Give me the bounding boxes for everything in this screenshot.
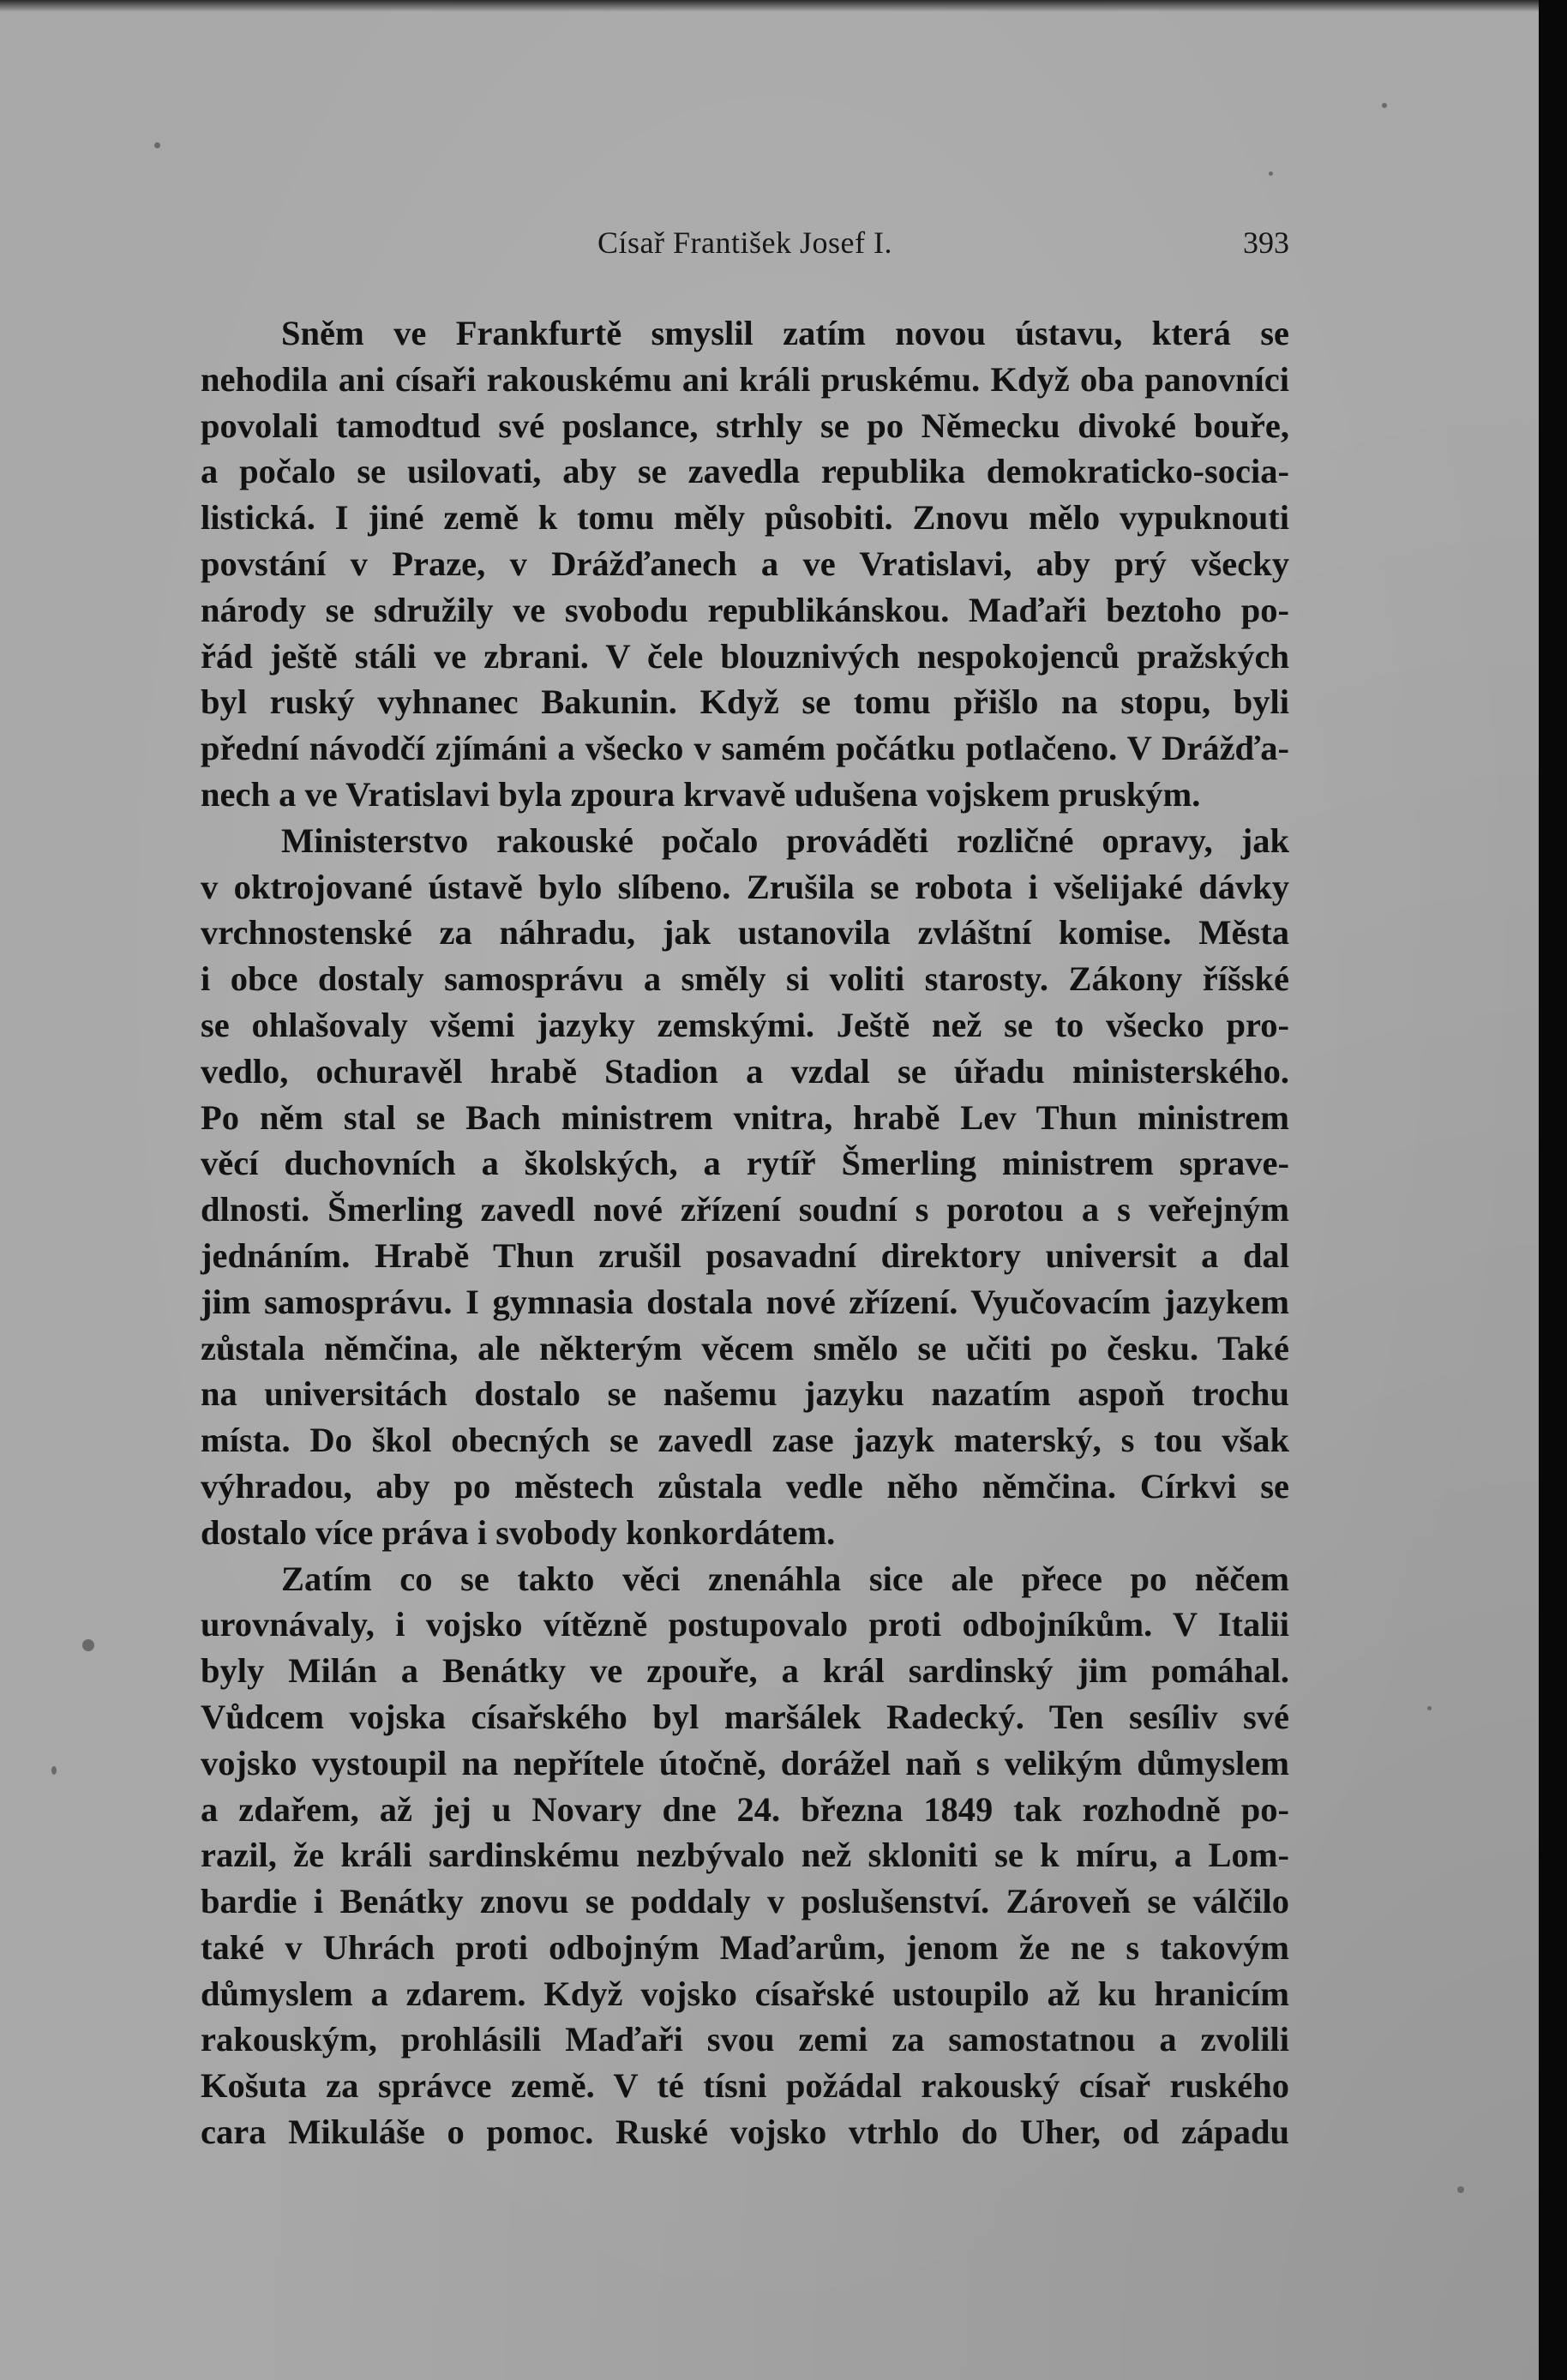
text-line: jednáním. Hrabě Thun zrušil posavadní direktory universit a dal (201, 1235, 1289, 1275)
paper-speck (82, 1639, 94, 1651)
text-line: a počalo se usilovati, aby se zavedla republika demokraticko-socia- (201, 452, 1289, 491)
text-line: urovnávaly, i vojsko vítězně postupovalo proti odbojníkům. V Italii (201, 1605, 1289, 1644)
text-line: řád ještě stáli ve zbrani. V čele blouznivých nespokojenců pražských (201, 636, 1289, 676)
text-line: v oktrojované ústavě bylo slíbeno. Zrušila se robota i všelijaké dávky (201, 867, 1289, 906)
text-line: vedlo, ochuravěl hrabě Stadion a vzdal se úřadu ministerského. (201, 1051, 1289, 1091)
text-line: Zatím co se takto věci znenáhla sice ale přece po něčem (281, 1559, 1289, 1598)
text-line: rakouským, prohlásili Maďaři svou zemi za samostatnou a zvolili (201, 2020, 1289, 2059)
paper-speck (1457, 2186, 1464, 2193)
paper-speck (1382, 103, 1387, 108)
text-line: věcí duchovních a školských, a rytíř Šmerling ministrem sprave- (201, 1144, 1289, 1183)
text-line: razil, že králi sardinskému nezbývalo než skloniti se k míru, a Lom- (201, 1836, 1289, 1875)
text-line: také v Uhrách proti odbojným Maďarům, jenom že ne s takovým (201, 1927, 1289, 1967)
paper-speck (1269, 171, 1273, 176)
text-line: povolali tamodtud své poslance, strhly se po Německu divoké bouře, (201, 406, 1289, 445)
text-line: na universitách dostalo se našemu jazyku nazatím aspoň trochu (201, 1374, 1289, 1414)
running-title: Císař František Josef I. (597, 225, 892, 260)
running-head (201, 225, 1289, 267)
text-line: cara Mikuláše o pomoc. Ruské vojsko vtrhlo do Uher, od západu (201, 2113, 1289, 2152)
text-line: výhradou, aby po městech zůstala vedle něho němčina. Církvi se (201, 1466, 1289, 1506)
text-line: nehodila ani císaři rakouskému ani králi pruskému. Když oba panovníci (201, 359, 1289, 399)
text-line: národy se sdružily ve svobodu republikánskou. Maďaři beztoho po- (201, 590, 1289, 629)
text-line: byly Milán a Benátky ve zpouře, a král sardinský jim pomáhal. (201, 1651, 1289, 1691)
text-line: jim samosprávu. I gymnasia dostala nové zřízení. Vyučovacím jazykem (201, 1282, 1289, 1321)
text-line: Sněm ve Frankfurtě smyslil zatím novou ústavu, která se (281, 314, 1289, 352)
text-line: Košuta za správce země. V té tísni požádal rakouský císař ruského (201, 2066, 1289, 2106)
text-line: místa. Do škol obecných se zavedl zase jazyk materský, s tou však (201, 1421, 1289, 1460)
text-line: byl ruský vyhnanec Bakunin. Když se tomu přišlo na stopu, byli (201, 682, 1289, 722)
text-line: Vůdcem vojska císařského byl maršálek Radecký. Ten sesíliv své (201, 1697, 1289, 1736)
page-top-shadow (0, 0, 1553, 12)
text-line: listická. I jiné země k tomu měly působiti. Znovu mělo vypuknouti (201, 498, 1289, 538)
text-line: bardie i Benátky znovu se poddaly v poslušenství. Zároveň se válčilo (201, 1882, 1289, 1921)
text-line: Ministerstvo rakouské počalo prováděti rozličné opravy, jak (281, 820, 1289, 860)
text-line: povstání v Praze, v Drážďanech a ve Vratislavi, aby prý všecky (201, 544, 1289, 583)
paper-speck (1427, 1706, 1432, 1710)
paper-speck (51, 1766, 57, 1775)
page-number: 393 (1243, 225, 1289, 260)
text-line: a zdařem, až jej u Novary dne 24. března 1849 tak rozhodně po- (201, 1789, 1289, 1829)
text-line: vojsko vystoupil na nepřítele útočně, dorážel naň s velikým důmyslem (201, 1743, 1289, 1782)
text-line: i obce dostaly samosprávu a směly si voliti starosty. Zákony říšské (201, 959, 1289, 999)
text-line: přední návodčí zjímáni a všecko v samém počátku potlačeno. V Drážďa- (201, 729, 1289, 768)
text-line: vrchnostenské za náhradu, jak ustanovila zvláštní komise. Města (201, 913, 1289, 953)
text-line: dlnosti. Šmerling zavedl nové zřízení soudní s porotou a s veřejným (201, 1190, 1289, 1229)
body-text (201, 310, 1289, 2155)
text-line: důmyslem a zdarem. Když vojsko císařské ustoupilo až ku hranicím (201, 1974, 1289, 2013)
text-line: Po něm stal se Bach ministrem vnitra, hrabě Lev Thun ministrem (201, 1097, 1289, 1137)
text-line: nech a ve Vratislavi byla zpoura krvavě udušena vojskem pruským. (201, 774, 1201, 814)
text-line: se ohlašovaly všemi jazyky zemskými. Ještě než se to všecko pro- (201, 1005, 1289, 1044)
paper-speck (154, 142, 160, 148)
scan-edge (1539, 0, 1567, 2380)
text-line: zůstala němčina, ale některým věcem smělo se učiti po česku. Také (201, 1328, 1289, 1367)
text-line: dostalo více práva i svobody konkordátem. (201, 1512, 836, 1552)
